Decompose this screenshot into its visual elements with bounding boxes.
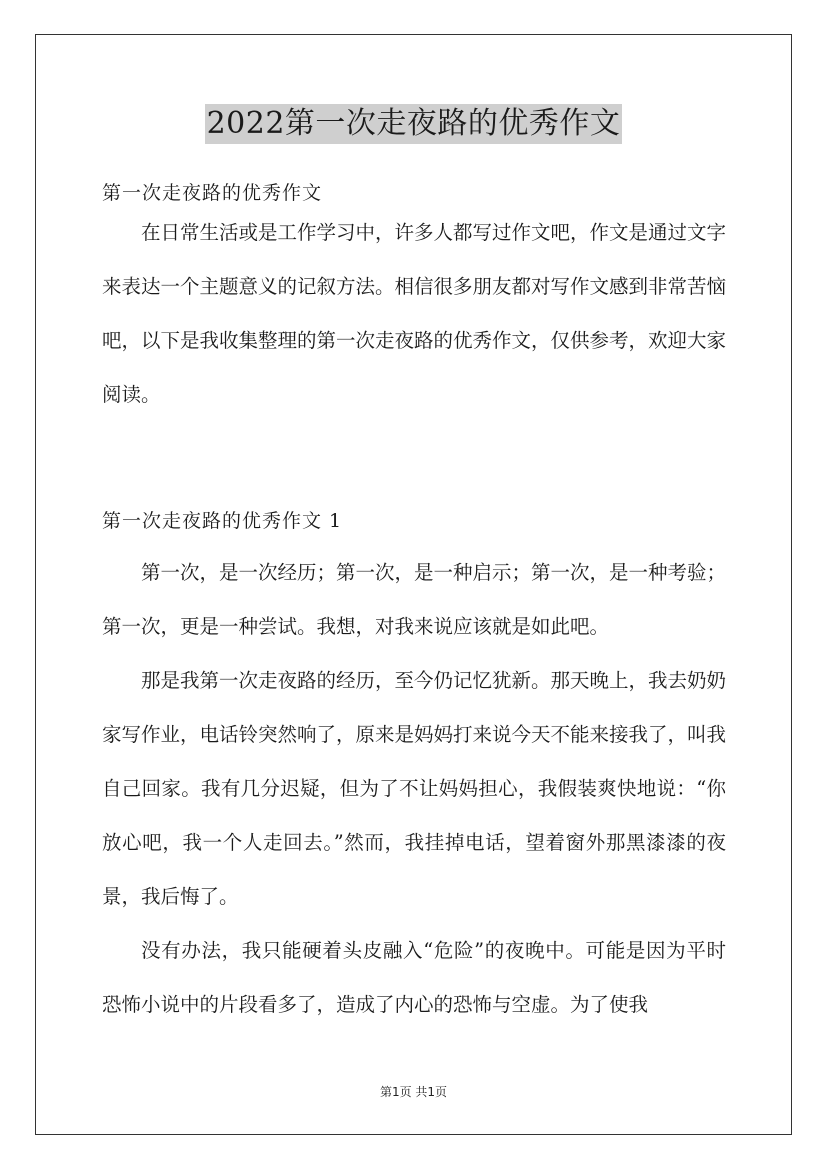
section-heading: 第一次走夜路的优秀作文 1: [102, 510, 343, 532]
body-paragraph: 没有办法，我只能硬着头皮融入“危险”的夜晚中。可能是因为平时恐怖小说中的片段看多了，造成了内心的恐怖与空虚。为了使我: [102, 939, 726, 1016]
body-paragraph: 那是我第一次走夜路的经历，至今仍记忆犹新。那天晚上，我去奶奶家写作业，电话铃突然响了，原来是妈妈打来说今天不能来接我了，叫我自己回家。我有几分迟疑，但为了不让妈妈担心，我假装爽快地说：“你放心吧，我一个人走回去。”然而，我挂掉电话，望着窗外那黑漆漆的夜景，我后悔了。: [102, 669, 727, 908]
page-number-footer: 第1页 共1页: [379, 1085, 448, 1099]
intro-paragraph: 在日常生活或是工作学习中，许多人都写过作文吧，作文是通过文字来表达一个主题意义的记叙方法。相信很多朋友都对写作文感到非常苦恼吧，以下是我收集整理的第一次走夜路的优秀作文，仅供参考，欢迎大家阅读。: [102, 221, 727, 406]
document-subtitle: 第一次走夜路的优秀作文: [102, 182, 323, 204]
body-paragraph: 第一次，是一次经历；第一次，是一种启示；第一次，是一种考验；第一次，更是一种尝试。我想，对我来说应该就是如此吧。: [102, 561, 727, 638]
document-title: 2022第一次走夜路的优秀作文: [205, 104, 623, 144]
title-container: [0, 104, 827, 144]
